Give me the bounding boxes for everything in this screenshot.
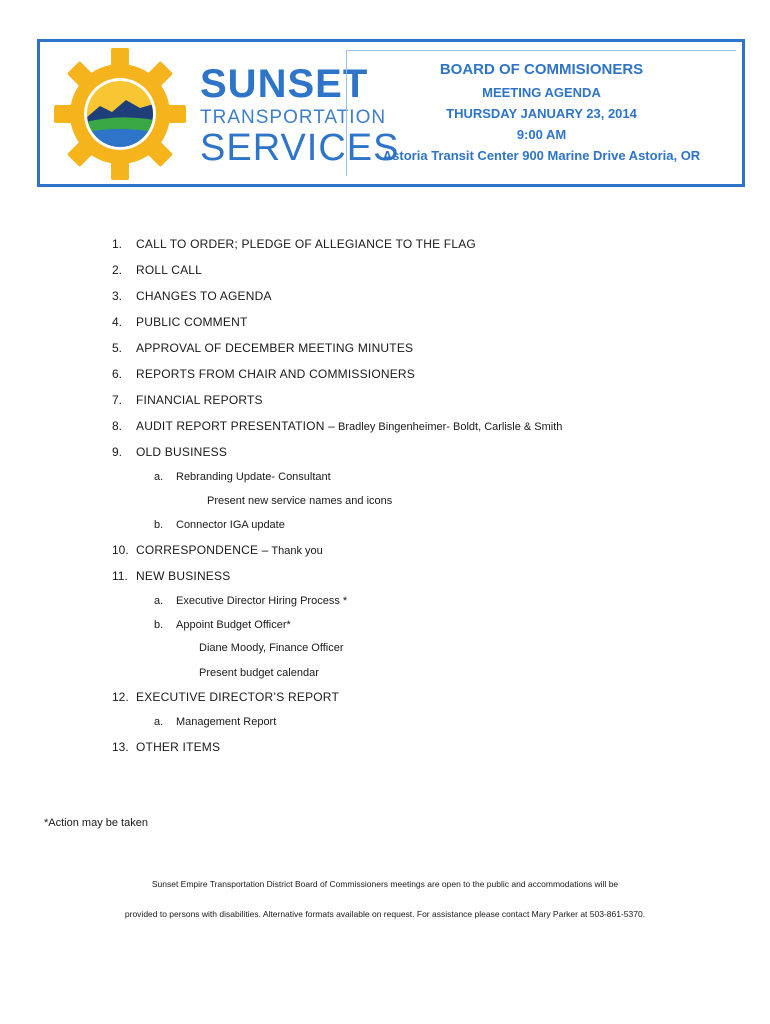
- agenda-item: 9. OLD BUSINESS: [112, 445, 228, 459]
- logo: [52, 46, 400, 182]
- footer-line-1: Sunset Empire Transportation District Board of Commissioners meetings are open to the public and accommodations will be: [151, 879, 619, 889]
- sub-item: a. Executive Director Hiring Process *: [154, 595, 348, 607]
- logo-services: SERVICES: [200, 127, 400, 169]
- agenda-item: 1. CALL TO ORDER; PLEDGE OF ALLEGIANCE TO THE FLAG: [112, 237, 476, 251]
- header-info: [346, 50, 736, 176]
- meeting-time: 9:00 AM: [516, 127, 567, 142]
- sub-item-detail: Present budget calendar: [199, 667, 319, 679]
- sub-item: a. Rebranding Update- Consultant: [154, 471, 331, 483]
- sub-item: b. Appoint Budget Officer*: [154, 619, 291, 631]
- agenda-item: 11. NEW BUSINESS: [112, 569, 231, 583]
- agenda-item: 5. APPROVAL OF DECEMBER MEETING MINUTES: [112, 341, 414, 355]
- agenda-item: 4. PUBLIC COMMENT: [112, 315, 248, 329]
- gear-logo-icon: [52, 46, 192, 182]
- meeting-agenda-label: MEETING AGENDA: [482, 85, 601, 100]
- board-title: BOARD OF COMMISIONERS: [439, 61, 644, 78]
- agenda-item: 2. ROLL CALL: [112, 263, 203, 277]
- sub-item-detail: Present new service names and icons: [207, 495, 393, 507]
- footer-line-2: provided to persons with disabilities. Alternative formats available on request. For assistance please contact Mary Parker at 503-861-5370.: [124, 909, 646, 919]
- agenda-item: 8. AUDIT REPORT PRESENTATION – Bradley Bingenheimer- Boldt, Carlisle & Smith: [112, 419, 563, 433]
- header-frame: [37, 39, 745, 187]
- presenter-note: Bradley Bingenheimer- Boldt, Carlisle & Smith: [335, 421, 563, 433]
- logo-transportation: TRANSPORTATION: [200, 107, 387, 128]
- agenda-item: 7. FINANCIAL REPORTS: [112, 393, 263, 407]
- meeting-date: THURSDAY JANUARY 23, 2014: [446, 106, 637, 121]
- agenda-item: 13. OTHER ITEMS: [112, 740, 221, 754]
- agenda-item: 10. CORRESPONDENCE – Thank you: [112, 543, 323, 557]
- meeting-location: Astoria Transit Center 900 Marine Drive Astoria, OR: [382, 148, 701, 163]
- agenda-item: 6. REPORTS FROM CHAIR AND COMMISSIONERS: [112, 367, 416, 381]
- sub-item: a. Management Report: [154, 716, 277, 728]
- logo-sunset: SUNSET: [200, 62, 369, 106]
- action-note: *Action may be taken: [44, 817, 148, 829]
- sub-item: b. Connector IGA update: [154, 519, 285, 531]
- agenda-item: 12. EXECUTIVE DIRECTOR’S REPORT: [112, 690, 339, 704]
- sub-item-detail: Diane Moody, Finance Officer: [199, 642, 344, 654]
- agenda-item: 3. CHANGES TO AGENDA: [112, 289, 272, 303]
